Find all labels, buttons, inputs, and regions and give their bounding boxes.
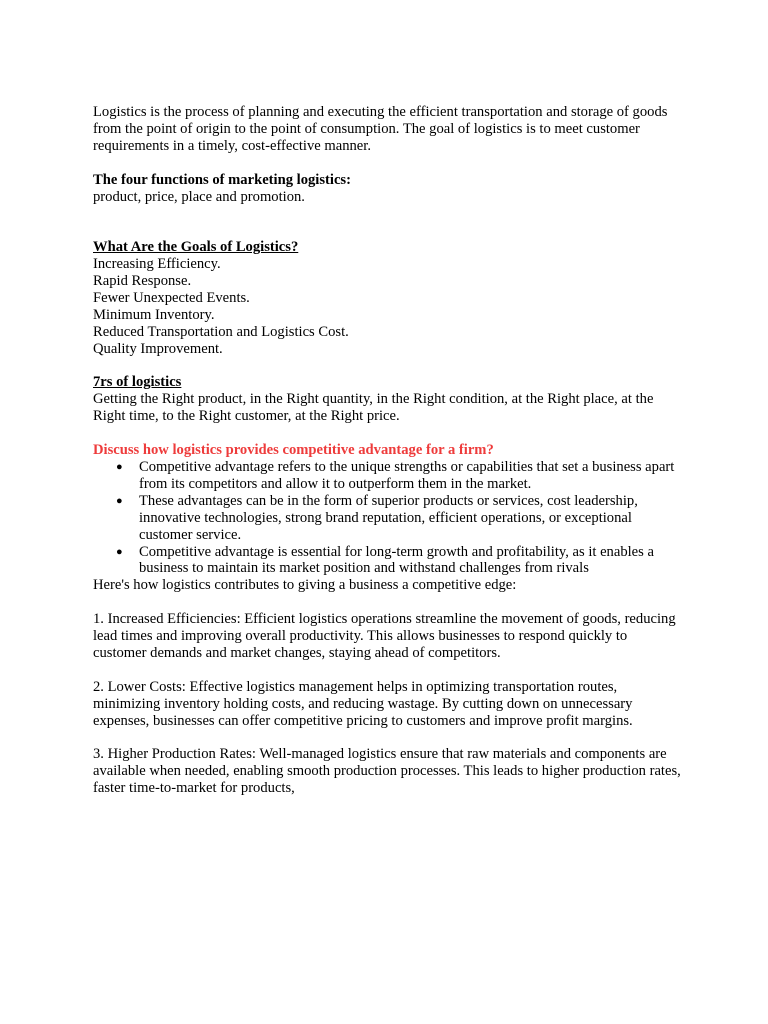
advantage-list <box>93 459 683 577</box>
lead-sentence: Here's how logistics contributes to giving a business a competitive edge: <box>93 577 517 594</box>
point-paragraph: 3. Higher Production Rates: Well-managed logistics ensure that raw materials and components are available when needed, enabling smooth production processes. This leads to higher production rates, faster time-to-market for products, <box>93 746 681 797</box>
spacer <box>93 425 683 442</box>
point-paragraph: 1. Increased Efficiencies: Efficient logistics operations streamline the movement of goods, reducing lead times and improving overall productivity. This allows businesses to respond quickly to customer demands and market changes, staying ahead of competitors. <box>93 611 676 661</box>
spacer <box>93 358 683 375</box>
intro-paragraph: Logistics is the process of planning and executing the efficient transportation and storage of goods from the point of origin to the point of consumption. The goal of logistics is to meet customer requirements in a timely, cost-effective manner. <box>93 104 668 154</box>
list-item-text: Competitive advantage is essential for long-term growth and profitability, as it enables a business to maintain its market position and withstand challenges from rivals <box>139 543 654 577</box>
rs-text: Getting the Right product, in the Right quantity, in the Right condition, at the Right place, at the Right time, to the Right customer, at the Right price. <box>93 391 654 425</box>
goal-item: Increasing Efficiency. <box>93 256 221 273</box>
bullet-icon: ● <box>116 545 123 558</box>
goals-heading: What Are the Goals of Logistics? <box>93 239 299 256</box>
spacer <box>93 594 683 611</box>
spacer <box>93 729 683 746</box>
spacer <box>93 205 683 239</box>
bullet-icon: ● <box>116 494 123 507</box>
question-heading: Discuss how logistics provides competitive advantage for a firm? <box>93 442 494 459</box>
list-item <box>93 493 683 544</box>
goal-item: Reduced Transportation and Logistics Cost. <box>93 323 349 340</box>
functions-heading: The four functions of marketing logistics: <box>93 171 351 188</box>
list-item <box>93 459 683 493</box>
functions-text: product, price, place and promotion. <box>93 188 305 205</box>
spacer <box>93 662 683 679</box>
point-paragraph: 2. Lower Costs: Effective logistics management helps in optimizing transportation routes, minimizing inventory holding costs, and reducing wastage. By cutting down on unnecessary expenses, businesses can offer competitive pricing to customers and improve profit margins. <box>93 678 633 729</box>
list-item-text: Competitive advantage refers to the unique strengths or capabilities that set a business apart from its competitors and allow it to outperform them in the market. <box>139 458 675 492</box>
rs-heading: 7rs of logistics <box>93 374 182 391</box>
goal-item: Rapid Response. <box>93 273 192 290</box>
goal-item: Minimum Inventory. <box>93 306 215 323</box>
goal-item: Quality Improvement. <box>93 340 223 357</box>
spacer <box>93 155 683 172</box>
list-item <box>93 544 683 578</box>
list-item-text: These advantages can be in the form of superior products or services, cost leadership, innovative technologies, strong brand reputation, efficient operations, or exceptional customer service. <box>139 492 638 543</box>
document-body <box>93 104 683 797</box>
goal-item: Fewer Unexpected Events. <box>93 289 250 306</box>
bullet-icon: ● <box>116 460 123 473</box>
